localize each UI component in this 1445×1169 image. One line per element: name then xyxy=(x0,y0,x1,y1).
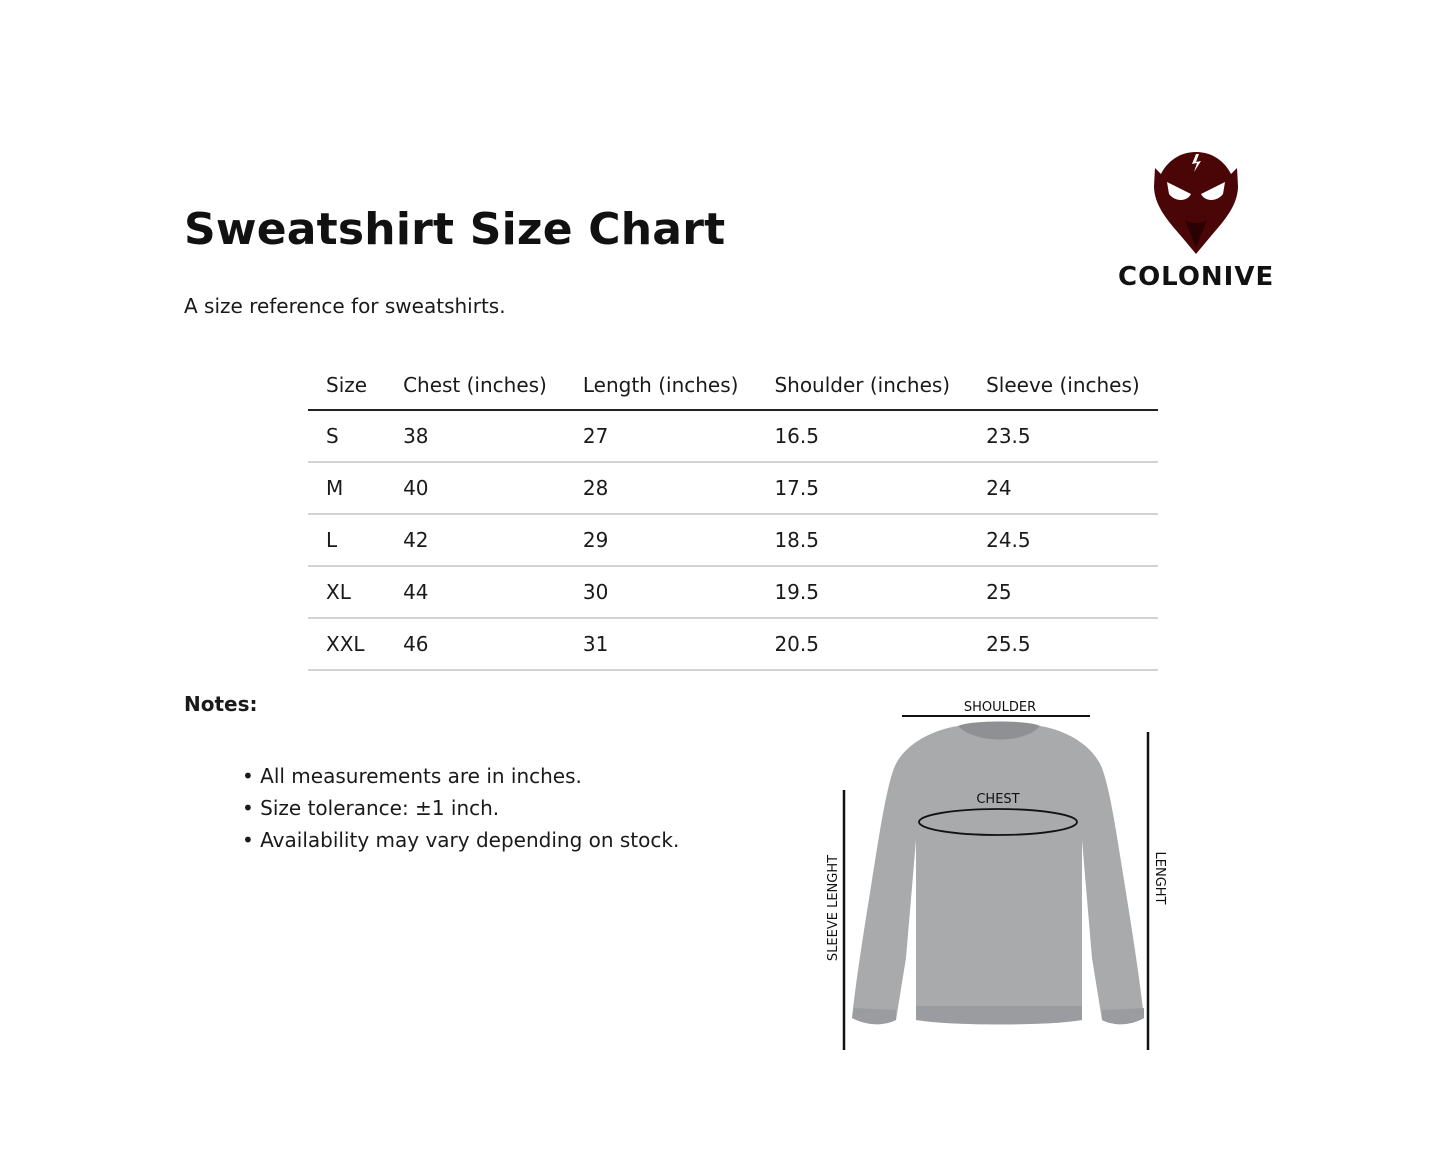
brand-name: COLONIVE xyxy=(1118,262,1275,292)
cell-length: 29 xyxy=(565,514,757,566)
column-header-shoulder: Shoulder (inches) xyxy=(756,360,968,410)
cell-size: M xyxy=(308,462,385,514)
cell-shoulder: 20.5 xyxy=(756,618,968,670)
table-row xyxy=(308,514,1158,566)
cell-chest: 46 xyxy=(385,618,565,670)
cell-shoulder: 19.5 xyxy=(756,566,968,618)
note-item: • Availability may vary depending on stock. xyxy=(242,828,680,852)
table-row xyxy=(308,462,1158,514)
cell-size: XXL xyxy=(308,618,385,670)
cell-chest: 42 xyxy=(385,514,565,566)
cell-chest: 44 xyxy=(385,566,565,618)
cell-length: 27 xyxy=(565,410,757,462)
chest-label: CHEST xyxy=(976,792,1020,807)
cell-chest: 38 xyxy=(385,410,565,462)
sleeve-length-label: SLEEVE LENGHT xyxy=(826,854,841,962)
page-title: Sweatshirt Size Chart xyxy=(184,204,726,255)
cell-length: 31 xyxy=(565,618,757,670)
column-header-chest: Chest (inches) xyxy=(385,360,565,410)
notes-list xyxy=(242,760,679,856)
note-item: • Size tolerance: ±1 inch. xyxy=(242,796,500,820)
page-subtitle: A size reference for sweatshirts. xyxy=(184,294,506,318)
cell-length: 30 xyxy=(565,566,757,618)
size-table xyxy=(308,360,1158,671)
brand-logo xyxy=(1118,150,1274,300)
sweatshirt-illustration xyxy=(852,723,1144,1024)
cell-sleeve: 24 xyxy=(968,462,1158,514)
table-row xyxy=(308,410,1158,462)
cell-size: L xyxy=(308,514,385,566)
cell-length: 28 xyxy=(565,462,757,514)
table-row xyxy=(308,618,1158,670)
cell-sleeve: 24.5 xyxy=(968,514,1158,566)
table-row xyxy=(308,566,1158,618)
cell-size: XL xyxy=(308,566,385,618)
cell-size: S xyxy=(308,410,385,462)
note-item: • All measurements are in inches. xyxy=(242,764,582,788)
notes-title: Notes: xyxy=(184,692,258,716)
cell-shoulder: 16.5 xyxy=(756,410,968,462)
column-header-size: Size xyxy=(308,360,385,410)
cell-sleeve: 25 xyxy=(968,566,1158,618)
column-header-length: Length (inches) xyxy=(565,360,757,410)
hooded-mask-icon xyxy=(1151,150,1241,256)
cell-shoulder: 17.5 xyxy=(756,462,968,514)
cell-chest: 40 xyxy=(385,462,565,514)
cell-shoulder: 18.5 xyxy=(756,514,968,566)
cell-sleeve: 25.5 xyxy=(968,618,1158,670)
measurement-diagram xyxy=(810,690,1180,1060)
column-header-sleeve: Sleeve (inches) xyxy=(968,360,1158,410)
shoulder-label: SHOULDER xyxy=(963,700,1037,715)
cell-sleeve: 23.5 xyxy=(968,410,1158,462)
table-header-row xyxy=(308,360,1158,410)
length-label: LENGHT xyxy=(1152,851,1167,905)
